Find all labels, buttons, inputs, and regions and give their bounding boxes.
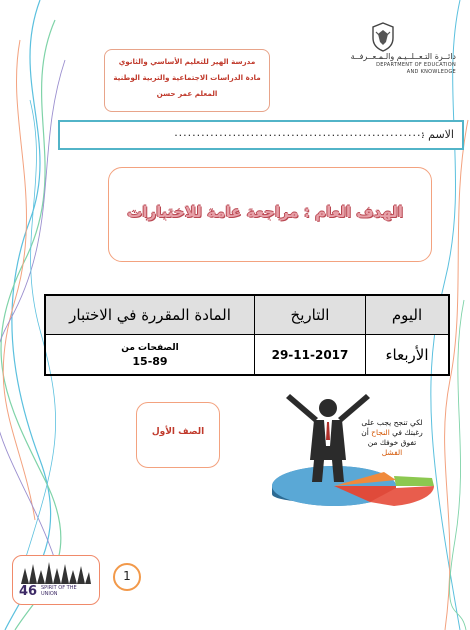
department-name-english: DEPARTMENT OF EDUCATION bbox=[376, 62, 456, 68]
quote-line-2-start: رغبتك في bbox=[392, 428, 423, 437]
name-label: الاسم : bbox=[420, 128, 454, 141]
quote-word-success: النجاح bbox=[371, 428, 390, 437]
anniversary-text: SPIRIT OF THE UNION bbox=[41, 585, 77, 597]
pages-label: الصفحات من bbox=[121, 342, 179, 353]
header-syllabus: المادة المقررة في الاختبار bbox=[45, 295, 255, 335]
table-row bbox=[45, 335, 449, 376]
union-anniversary-logo bbox=[12, 555, 100, 605]
cell-day: الأربعاء bbox=[366, 335, 450, 376]
header-date: التاريخ bbox=[255, 295, 366, 335]
page-number: 1 bbox=[123, 569, 131, 583]
subject-name: مادة الدراسات الاجتماعية والتربية الوطنية bbox=[113, 73, 261, 82]
name-blank-line: ........................................................ bbox=[174, 126, 426, 139]
page-number-badge bbox=[113, 563, 141, 591]
falcon-emblem-icon bbox=[370, 22, 396, 52]
grade-box bbox=[136, 402, 220, 468]
lesson-goal-box bbox=[108, 167, 432, 262]
quote-line-3: تفوق خوفك من bbox=[367, 438, 417, 447]
table-header-row bbox=[45, 295, 449, 335]
quote-line-2-end: أن bbox=[361, 428, 369, 437]
department-logo bbox=[330, 22, 458, 76]
lesson-goal-heading: الهدف العام : مراجعة عامة للاختبارات bbox=[127, 203, 403, 221]
cell-date: 29-11-2017 bbox=[255, 335, 366, 376]
cell-syllabus-pages bbox=[45, 335, 255, 376]
motivational-quote bbox=[357, 418, 427, 458]
quote-line-1: لكي تنجح يجب على bbox=[361, 418, 423, 427]
school-header-box bbox=[104, 49, 270, 112]
exam-schedule-table bbox=[44, 294, 450, 376]
grade-label: الصف الأول bbox=[151, 427, 205, 437]
header-day: اليوم bbox=[366, 295, 450, 335]
department-name-english-line2: AND KNOWLEDGE bbox=[406, 69, 456, 75]
quote-word-failure: الفشل bbox=[381, 448, 403, 457]
department-name-arabic: دائــرة التـعــلــيـم والـمـعــرفــة bbox=[350, 52, 456, 61]
crowd-silhouette-icon bbox=[21, 560, 91, 584]
pages-range: 15-89 bbox=[132, 354, 168, 368]
student-name-field[interactable] bbox=[58, 120, 464, 150]
school-name: مدرسة الهير للتعليم الأساسي والثانوي bbox=[118, 57, 256, 66]
anniversary-number: 46 bbox=[19, 584, 38, 599]
quote-line-2 bbox=[357, 428, 427, 438]
teacher-name: المعلم عمر حسن bbox=[156, 89, 218, 98]
